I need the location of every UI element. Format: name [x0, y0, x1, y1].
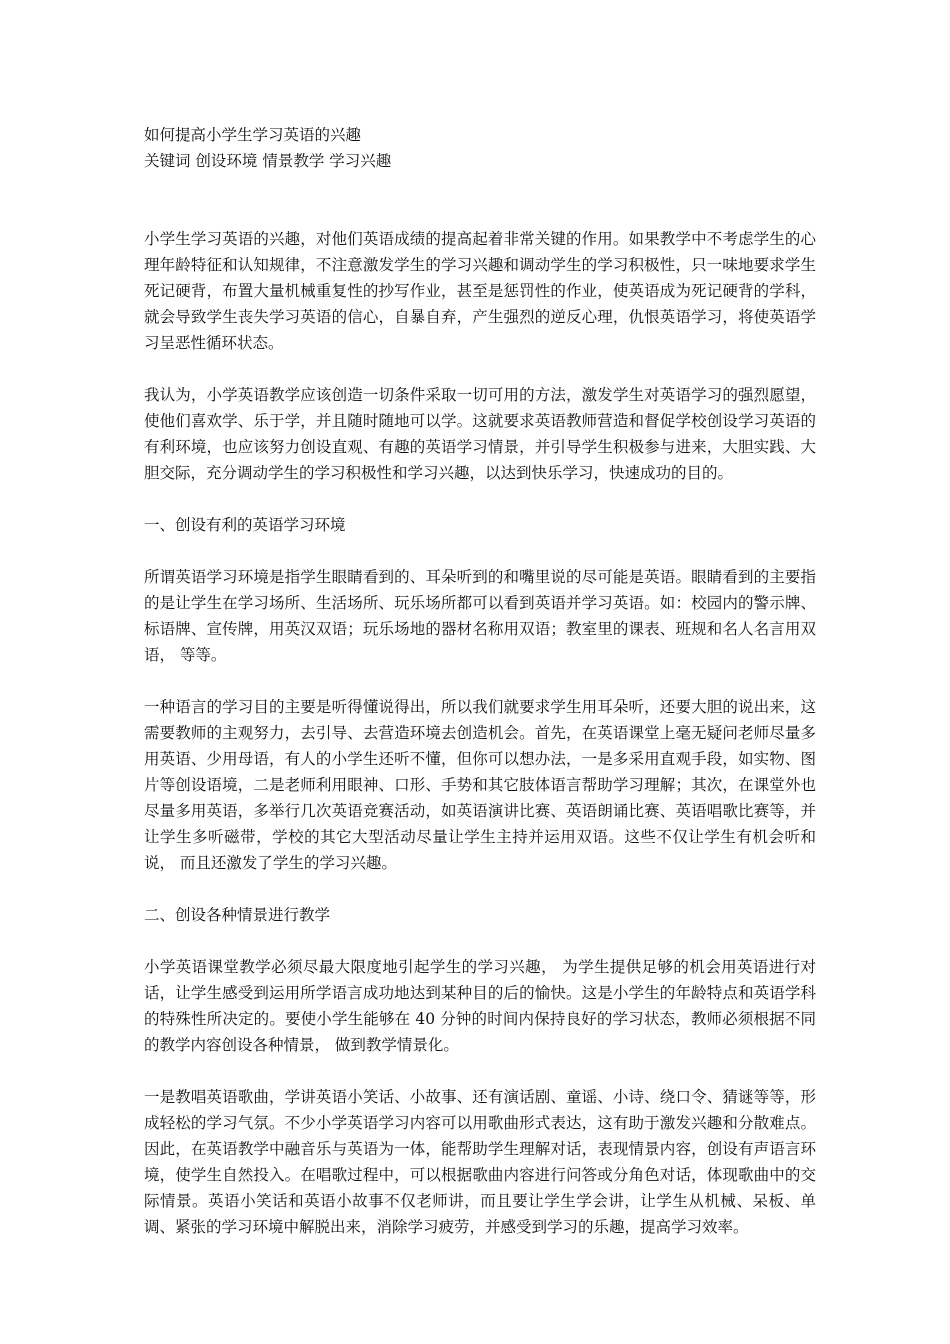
- section-heading-2: 二、创设各种情景进行教学: [144, 906, 331, 924]
- document-keywords: 关键词 创设环境 情景教学 学习兴趣: [144, 152, 392, 170]
- paragraph-listening-speaking: 一种语言的学习目的主要是听得懂说得出，所以我们就要求学生用耳朵听，还要大胆的说出来，这需要教师的主观努力，去引导、去营造环境去创造机会。首先，在英语课堂上毫无疑问老师尽量多用英语、少用母语，有人的小学生还听不懂，但你可以想办法，一是多采用直观手段，如实物、图片等创设语境，二是老师利用眼神、口形、手势和其它肢体语言帮助学习理解；其次，在课堂外也尽量多用英语，多举行几次英语竞赛活动，如英语演讲比赛、英语朗诵比赛、英语唱歌比赛等，并让学生多听磁带，学校的其它大型活动尽量让学生主持并运用双语。这些不仅让学生有机会听和说， 而且还激发了学生的学习兴趣。: [144, 698, 816, 872]
- document-title: 如何提高小学生学习英语的兴趣: [144, 126, 362, 144]
- paragraph-intro: 小学生学习英语的兴趣，对他们英语成绩的提高起着非常关键的作用。如果教学中不考虑学生的心理年龄特征和认知规律，不注意激发学生的学习兴趣和调动学生的学习积极性，只一味地要求学生死记硬背，布置大量机械重复性的抄写作业，甚至是惩罚性的作业，使英语成为死记硬背的学科，就会导致学生丧失学习英语的信心，自暴自弃，产生强烈的逆反心理，仇恨英语学习，将使英语学习呈恶性循环状态。: [144, 230, 816, 352]
- paragraph-opinion: 我认为，小学英语教学应该创造一切条件采取一切可用的方法，激发学生对英语学习的强烈愿望，使他们喜欢学、乐于学，并且随时随地可以学。这就要求英语教师营造和督促学校创设学习英语的有利环境，也应该努力创设直观、有趣的英语学习情景，并引导学生积极参与进来，大胆实践、大胆交际，充分调动学生的学习积极性和学习兴趣，以达到快乐学习，快速成功的目的。: [144, 386, 816, 482]
- paragraph-songs-stories: 一是教唱英语歌曲，学讲英语小笑话、小故事、还有演话剧、童谣、小诗、绕口令、猜谜等等，形成轻松的学习气氛。不少小学英语学习内容可以用歌曲形式表达，这有助于激发兴趣和分散难点。因此，在英语教学中融音乐与英语为一体，能帮助学生理解对话，表现情景内容，创设有声语言环境，使学生自然投入。在唱歌过程中，可以根据歌曲内容进行问答或分角色对话，体现歌曲中的交际情景。英语小笑话和英语小故事不仅老师讲，而且要让学生学会讲，让学生从机械、呆板、单调、紧张的学习环境中解脱出来，消除学习疲劳，并感受到学习的乐趣，提高学习效率。: [144, 1088, 816, 1236]
- document-page: [144, 122, 816, 1240]
- section-heading-1: 一、创设有利的英语学习环境: [144, 516, 346, 534]
- paragraph-scenario-teaching: 小学英语课堂教学必须尽最大限度地引起学生的学习兴趣， 为学生提供足够的机会用英语进行对话，让学生感受到运用所学语言成功地达到某种目的后的愉快。这是小学生的年龄特点和英语学科的特殊性所决定的。要使小学生能够在 40 分钟的时间内保持良好的学习状态，教师必须根据不同的教学内容创设各种情景， 做到教学情景化。: [144, 958, 816, 1054]
- paragraph-environment: 所谓英语学习环境是指学生眼睛看到的、耳朵听到的和嘴里说的尽可能是英语。眼睛看到的主要指的是让学生在学习场所、生活场所、玩乐场所都可以看到英语并学习英语。如：校园内的警示牌、标语牌、宣传牌，用英汉双语；玩乐场地的器材名称用双语；教室里的课表、班规和名人名言用双语， 等等。: [144, 568, 816, 664]
